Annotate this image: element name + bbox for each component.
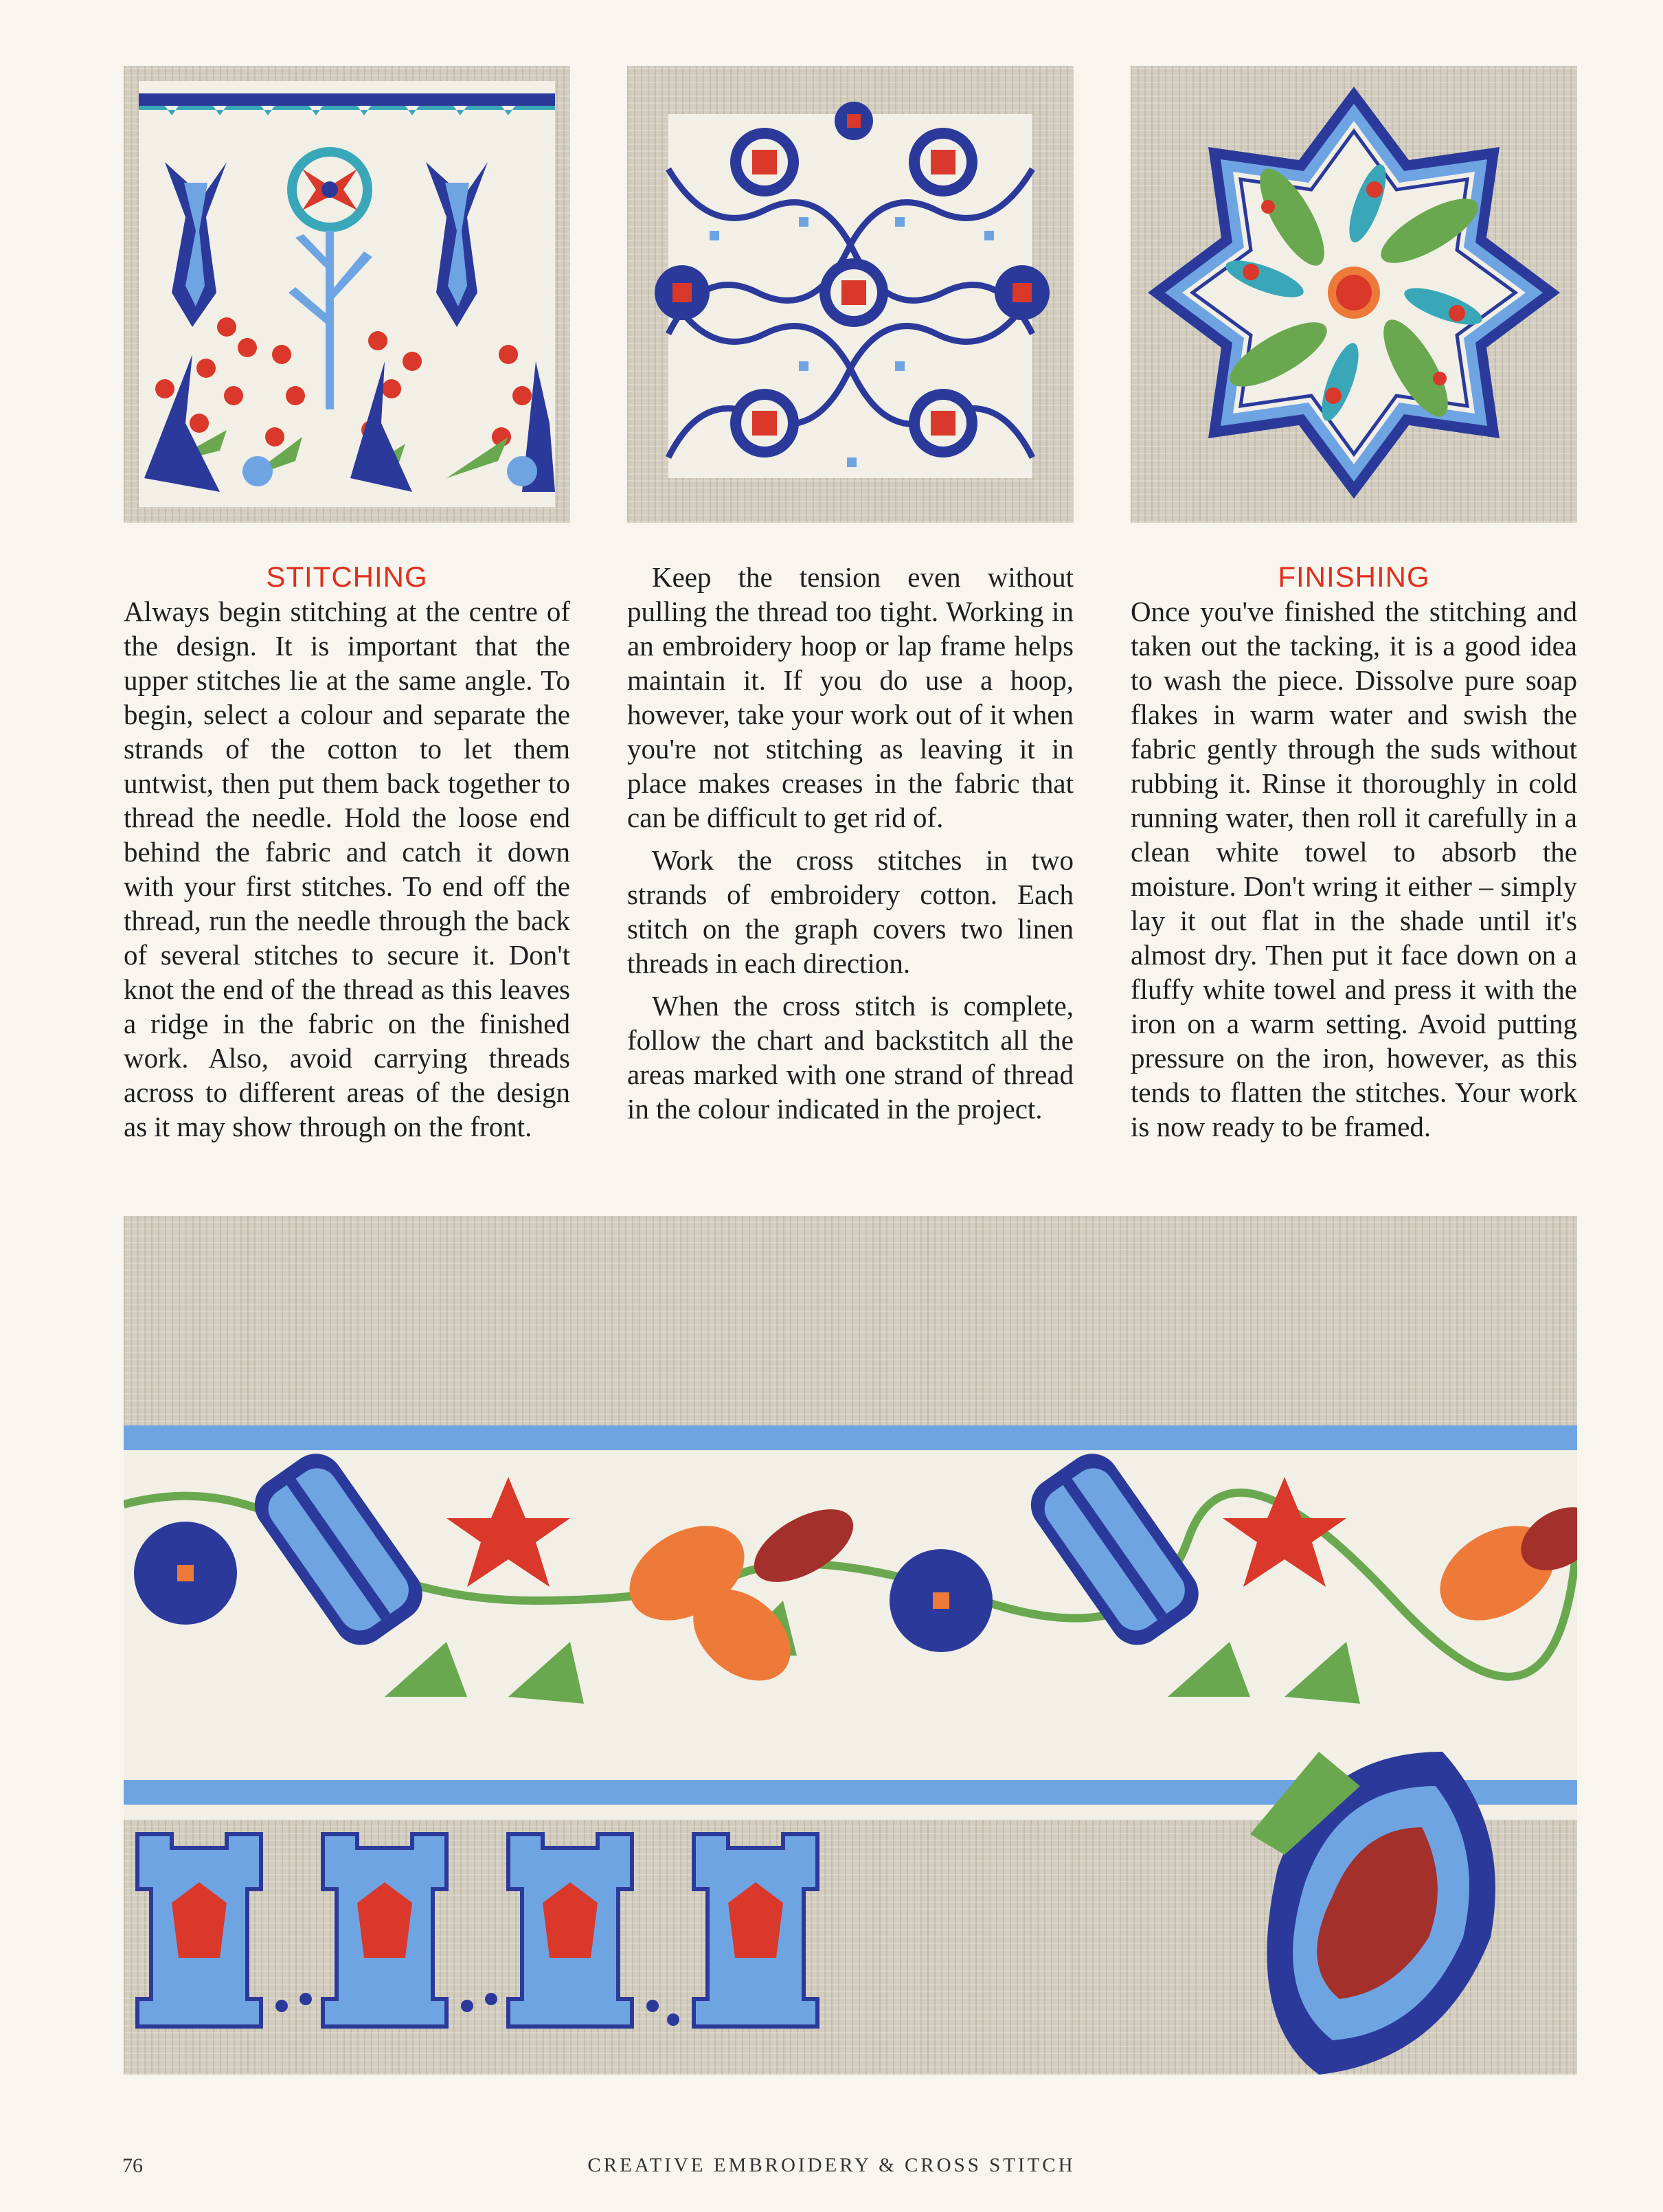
flower-lattice-sample-photo [627, 66, 1074, 523]
backstitch-paragraph: When the cross stitch is complete, follow the chart and backstitch all the areas marked with one strand of thread in the colour indicated in the project. [627, 990, 1074, 1125]
long-border-sample-photo [124, 1216, 1577, 2075]
stitching-column [124, 560, 570, 1144]
finishing-paragraph: Once you've finished the stitching and taken out the tacking, it is a good idea to wash the piece. Dissolve pure soap flakes in warm water and swish the fabric gently through the suds without rubbing it. Rinse it thoroughly in cold running water, then roll it carefully in a clean white towel to absorb the moisture. Don't wring it either – simply lay it out flat in the shade until it's almost dry. Then put it face down on a fluffy white towel and press it with the iron on a warm setting. Avoid putting pressure on the iron, however, as this tends to flatten the stitches. Your work is now ready to be framed. [1131, 596, 1577, 1142]
stitching-paragraph: Always begin stitching at the centre of the design. It is important that the upper stitches lie at the same angle. To begin, select a colour and separate the strands of the cotton to let them untwist, then put them back together to thread the needle. Hold the loose end behind the fabric and catch it down with your first stitches. To end off the thread, run the needle through the back of several stitches to secure it. Don't knot the end of the thread as this leaves a ridge in the fabric on the finished work. Also, avoid carrying threads across to different areas of the design as it may show through on the front. [124, 596, 570, 1142]
finishing-heading: FINISHING [1278, 561, 1430, 593]
long-border-embroidery [124, 1216, 1577, 2075]
tension-column [627, 560, 1074, 1126]
cross-stitch-paragraph: Work the cross stitches in two strands of embroidery cotton. Each stitch on the graph covers two linen threads in each direction. [627, 844, 1074, 979]
star-medallion-embroidery [1131, 66, 1577, 523]
tulip-border-embroidery [124, 66, 570, 523]
flower-lattice-embroidery [627, 66, 1074, 523]
tulip-border-sample-photo [124, 66, 570, 523]
tension-paragraph: Keep the tension even without pulling the thread too tight. Working in an embroidery hoop or lap frame helps maintain it. If you do use a hoop, however, take your work out of it when you're not stitching as leaving it in place makes creases in the fabric that can be difficult to get rid of. [627, 561, 1074, 833]
finishing-column [1131, 560, 1577, 1144]
stitching-heading: STITCHING [266, 561, 428, 593]
star-medallion-sample-photo [1131, 66, 1577, 523]
magazine-title: CREATIVE EMBROIDERY & CROSS STITCH [587, 2154, 1076, 2176]
page-number: 76 [122, 2154, 143, 2177]
